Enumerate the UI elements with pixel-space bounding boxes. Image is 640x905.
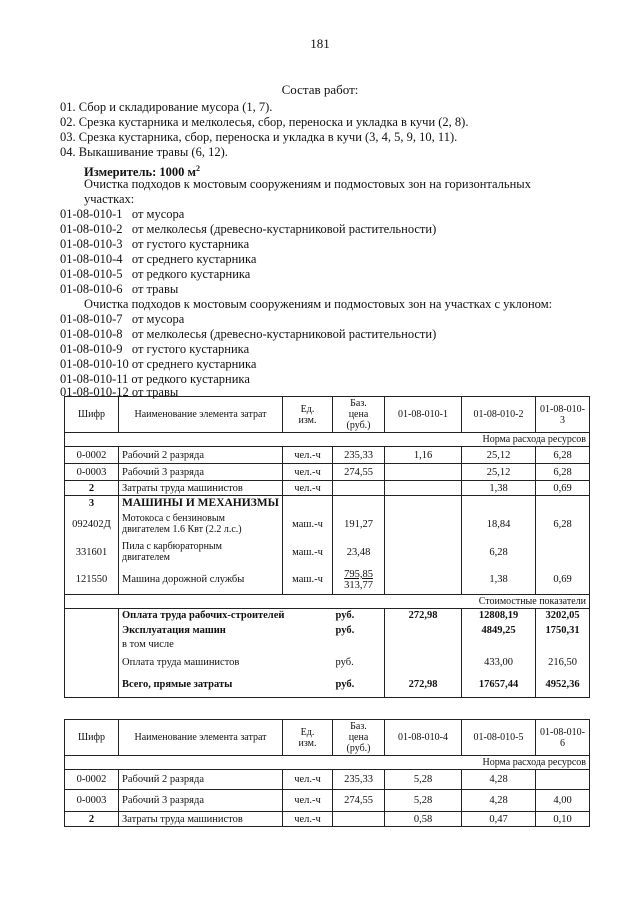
cost-row: Оплата труда машинистов руб. 433,00 216,50 [65, 651, 590, 673]
group2-item: 01-08-010-10 от среднего кустарника [60, 357, 257, 371]
resource-table-2 [64, 719, 590, 827]
group2-item: 01-08-010-11 от редкого кустарника [60, 372, 250, 386]
header-col-3: 01-08-010-6 [536, 720, 590, 756]
resource-table-1 [64, 396, 590, 698]
group1-item: 01-08-010-5 от редкого кустарника [60, 267, 251, 281]
group1-item: 01-08-010-1 от мусора [60, 207, 185, 221]
header-name: Наименование элемента затрат [119, 720, 283, 756]
header-col-2: 01-08-010-2 [462, 397, 536, 433]
page-number: 181 [310, 36, 330, 51]
table-row: 0-0003 Рабочий 3 разряда чел.-ч 274,55 25,12 6,28 [65, 464, 590, 481]
table-row: 2 Затраты труда машинистов чел.-ч 0,58 0,47 0,10 [65, 812, 590, 827]
table-row: 0-0002 Рабочий 2 разряда чел.-ч 235,33 1,16 25,12 6,28 [65, 447, 590, 464]
group1-intro-cont: участках: [84, 192, 135, 206]
group2-item: 01-08-010-12 от травы [60, 385, 179, 399]
group1-intro: Очистка подходов к мостовым сооружениям и подмостовых зон на горизонтальных [84, 177, 531, 191]
header-unit: Ед. изм. [283, 397, 333, 433]
norm-label: Норма расхода ресурсов [65, 756, 590, 770]
work-item-4: 04. Выкашивание травы (6, 12). [60, 145, 228, 159]
table-row: 2 Затраты труда машинистов чел.-ч 1,38 0,69 [65, 481, 590, 496]
work-item-1: 01. Сбор и складирование мусора (1, 7). [60, 100, 273, 114]
norm-label: Норма расхода ресурсов [65, 433, 590, 447]
header-code: Шифр [65, 397, 119, 433]
header-col-2: 01-08-010-5 [462, 720, 536, 756]
table-row: 0-0003 Рабочий 3 разряда чел.-ч 274,55 5,28 4,28 4,00 [65, 790, 590, 812]
machines-section-row: 3 МАШИНЫ И МЕХАНИЗМЫ [65, 496, 590, 511]
header-col-1: 01-08-010-1 [385, 397, 462, 433]
header-unit: Ед. изм. [283, 720, 333, 756]
meter-label: Измеритель: 1000 $м^2$ [84, 164, 201, 180]
group1-item: 01-08-010-4 от среднего кустарника [60, 252, 257, 266]
table-row: 331601 Пила с карбюраторным двигателем маш.-ч 23,48 6,28 [65, 538, 590, 566]
header-price: Баз. цена (руб.) [333, 397, 385, 433]
cost-row: Оплата труда рабочих-строителей руб. 272,98 12808,19 3202,05 [65, 608, 590, 623]
work-item-2: 02. Срезка кустарника и мелколесья, сбор, переноска и укладка в кучи (2, 8). [60, 115, 469, 129]
header-name: Наименование элемента затрат [119, 397, 283, 433]
group1-item: 01-08-010-6 от травы [60, 282, 179, 296]
work-item-3: 03. Срезка кустарника, сбор, переноска и укладка в кучи (3, 4, 5, 9, 10, 11). [60, 130, 458, 144]
section-heading: Состав работ: [281, 82, 359, 97]
header-price: Баз. цена (руб.) [333, 720, 385, 756]
cost-row: Эксплуатация машин руб. 4849,25 1750,31 [65, 623, 590, 638]
group1-item: 01-08-010-2 от мелколесья (древесно-кустарниковой растительности) [60, 222, 437, 236]
group2-intro: Очистка подходов к мостовым сооружениям и подмостовых зон на участках с уклоном: [84, 297, 553, 311]
header-code: Шифр [65, 720, 119, 756]
group2-item: 01-08-010-9 от густого кустарника [60, 342, 250, 356]
table-row: 121550 Машина дорожной службы маш.-ч 795,85 313,77 1,38 0,69 [65, 566, 590, 594]
table-row: 092402Д Мотокоса с бензиновым двигателем 1.6 Квт (2.2 л.с.) маш.-ч 191,27 18,84 6,28 [65, 510, 590, 538]
group2-item: 01-08-010-8 от мелколесья (древесно-кустарниковой растительности) [60, 327, 437, 341]
group2-item: 01-08-010-7 от мусора [60, 312, 185, 326]
header-col-1: 01-08-010-4 [385, 720, 462, 756]
cost-row-total: Всего, прямые затраты руб. 272,98 17657,44 4952,36 [65, 673, 590, 697]
cost-label: Стоимостные показатели [65, 594, 590, 608]
group1-item: 01-08-010-3 от густого кустарника [60, 237, 250, 251]
header-col-3: 01-08-010-3 [536, 397, 590, 433]
cost-row: в том числе [65, 638, 590, 651]
table-row: 0-0002 Рабочий 2 разряда чел.-ч 235,33 5,28 4,28 [65, 770, 590, 790]
